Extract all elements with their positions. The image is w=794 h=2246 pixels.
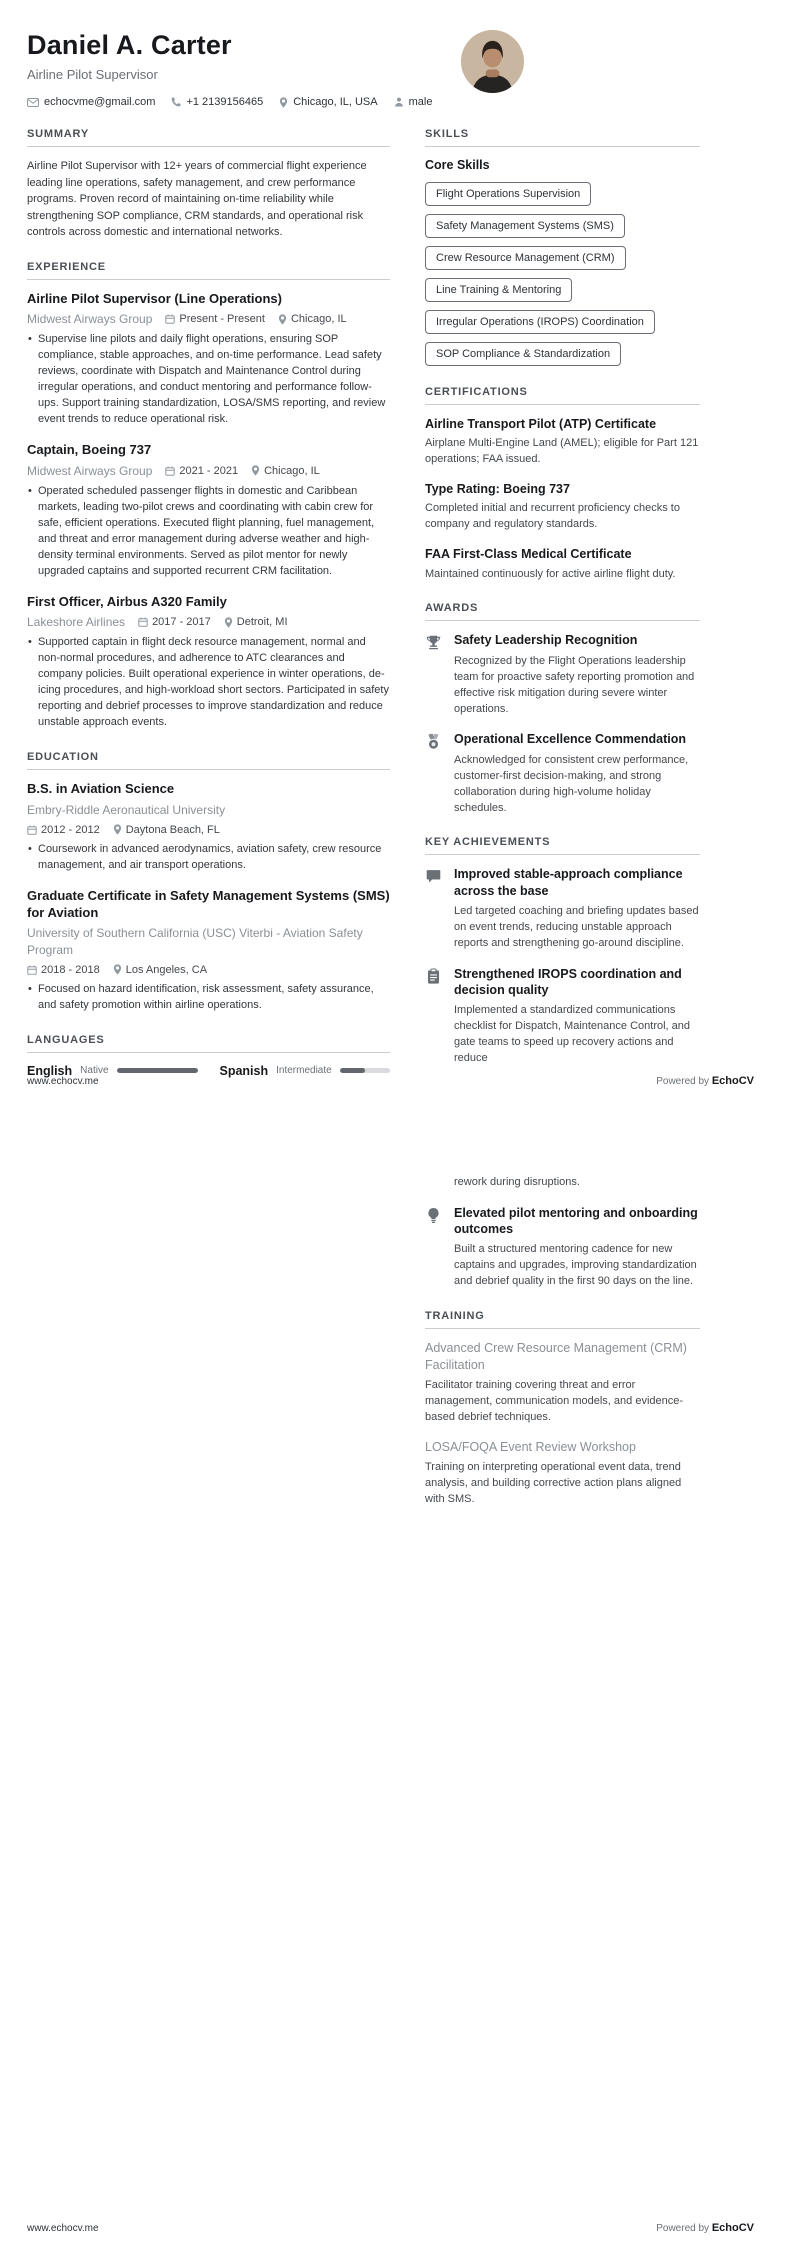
experience-location-text: Chicago, IL <box>264 464 320 477</box>
language-level: Intermediate <box>276 1065 332 1077</box>
footer-powered-text: Powered by <box>656 2223 712 2234</box>
education-location-text: Los Angeles, CA <box>125 963 208 976</box>
achievement-title: Elevated pilot mentoring and onboarding outcomes <box>454 1205 698 1237</box>
training-title: LOSA/FOQA Event Review Workshop <box>425 1439 636 1454</box>
phone-icon <box>171 97 181 107</box>
person-name: Daniel A. Carter <box>27 30 232 60</box>
languages-heading: LANGUAGES <box>27 1034 390 1053</box>
trophy-icon <box>425 632 442 717</box>
education-item <box>27 781 390 874</box>
certification-desc: Maintained continuously for active airline flight duty. <box>425 567 676 580</box>
education-dates-text: 2018 - 2018 <box>41 963 100 976</box>
achievement-desc: Built a structured mentoring cadence for new captains and upgrades, improving standardization and debrief quality in the first 90 days on the line. <box>454 1243 697 1288</box>
experience-bullet: • Supervise line pilots and daily flight operations, ensuring SOP compliance, stable approaches, and on-time performance. Lead safety reviews, coordinate with Dispatch and Maintenance Control during irregular operations, and conduct mentoring and performance follow-ups. Support training standardization, LOSA/SMS reporting, and review event trends to reduce operational risk. <box>27 332 390 428</box>
contact-location-text: Chicago, IL, USA <box>293 96 378 108</box>
contact-location <box>279 96 377 108</box>
certification-item <box>425 416 700 468</box>
education-dates-text: 2012 - 2012 <box>41 823 100 836</box>
experience-dates <box>138 616 211 628</box>
calendar-icon <box>27 965 37 975</box>
experience-company: Midwest Airways Group <box>27 312 153 327</box>
summary-heading: SUMMARY <box>27 128 390 147</box>
certification-item <box>425 481 700 533</box>
training-heading: TRAINING <box>425 1310 700 1329</box>
education-school: University of Southern California (USC) Viterbi - Aviation Safety Program <box>27 926 363 958</box>
achievement-item <box>425 866 700 951</box>
contact-phone-text: +1 2139156465 <box>186 96 264 108</box>
contact-gender-text: male <box>408 96 433 108</box>
awards-section <box>425 602 700 816</box>
experience-company: Midwest Airways Group <box>27 463 153 478</box>
resume-page-2 <box>0 1123 794 2246</box>
footer-powered <box>656 1075 754 1087</box>
achievement-body <box>454 966 700 1067</box>
skills-group-title: Core Skills <box>425 158 490 172</box>
content-columns <box>27 128 767 1098</box>
pin-icon <box>224 617 233 628</box>
speech-bubble-icon <box>425 866 442 951</box>
avatar <box>461 30 524 93</box>
experience-section <box>27 261 390 732</box>
award-item <box>425 731 700 816</box>
summary-section <box>27 128 390 241</box>
contact-row <box>27 96 767 108</box>
training-desc: Training on interpreting operational event data, trend analysis, and building corrective action plans aligned with SMS. <box>425 1460 682 1505</box>
footer-brand-link[interactable]: EchoCV <box>711 1075 754 1087</box>
experience-location <box>278 313 347 325</box>
languages-section <box>27 1034 390 1078</box>
education-item <box>27 888 390 1014</box>
certification-title: Airline Transport Pilot (ATP) Certificate <box>425 417 657 431</box>
key-achievements-section-continued <box>425 1205 700 1290</box>
header <box>27 30 767 108</box>
education-location <box>113 824 220 836</box>
calendar-icon <box>138 617 148 627</box>
certifications-heading: CERTIFICATIONS <box>425 386 700 405</box>
pin-icon <box>278 314 287 325</box>
training-desc: Facilitator training covering threat and error management, communication models, and evidence-based debrief techniques. <box>425 1379 684 1423</box>
certification-title: Type Rating: Boeing 737 <box>425 482 570 497</box>
contact-email[interactable] <box>27 96 155 108</box>
award-body <box>454 731 700 816</box>
pin-icon <box>251 465 260 476</box>
certification-desc: Completed initial and recurrent proficiency checks to company and regulatory standards. <box>425 502 680 531</box>
skill-tag: SOP Compliance & Standardization <box>425 342 621 366</box>
certification-title: FAA First-Class Medical Certificate <box>425 547 632 562</box>
education-dates <box>27 824 100 836</box>
award-body <box>454 632 700 717</box>
experience-item <box>27 594 390 732</box>
education-meta <box>27 964 390 976</box>
person-icon <box>394 97 404 107</box>
lamp-icon <box>425 1205 442 1290</box>
experience-bullet: • Supported captain in flight deck resource management, normal and non-normal procedures, and adherence to ATC clearances and company policies. Built operational experience in winter operations, de-icing procedures, and high-workload short sectors. Participated in safety reporting and debrief processes to improve standardization and reduce unstable approach events. <box>27 635 390 731</box>
award-title: Operational Excellence Commendation <box>454 732 687 747</box>
award-title: Safety Leadership Recognition <box>454 633 638 648</box>
footer-powered-text: Powered by <box>656 1076 712 1087</box>
left-column <box>27 1175 390 1528</box>
experience-dates-text: 2017 - 2017 <box>152 616 211 629</box>
footer-site-link[interactable]: www.echocv.me <box>27 2223 99 2234</box>
experience-company: Lakeshore Airlines <box>27 615 126 630</box>
award-desc: Acknowledged for consistent crew performance, customer-first decision-making, and strong collaboration during high-volume holiday schedules. <box>454 753 689 814</box>
key-achievements-heading: KEY ACHIEVEMENTS <box>425 836 700 855</box>
experience-location <box>251 465 320 477</box>
education-school: Embry-Riddle Aeronautical University <box>27 802 226 817</box>
achievement-body <box>454 866 700 951</box>
contact-email-text: echocvme@gmail.com <box>44 96 156 108</box>
pin-icon <box>113 964 122 975</box>
education-location <box>113 964 207 976</box>
person-job-title: Airline Pilot Supervisor <box>27 67 158 82</box>
right-column <box>425 128 700 1098</box>
experience-item <box>27 442 390 580</box>
education-degree: Graduate Certificate in Safety Management Systems (SMS) for Aviation <box>27 887 390 920</box>
experience-role: Airline Pilot Supervisor (Line Operations) <box>27 290 282 306</box>
training-title: Advanced Crew Resource Management (CRM) Facilitation <box>425 1341 687 1373</box>
award-item <box>425 632 700 717</box>
key-achievements-section <box>425 836 700 1067</box>
skill-tag: Irregular Operations (IROPS) Coordination <box>425 310 655 334</box>
education-degree: B.S. in Aviation Science <box>27 781 175 797</box>
experience-location <box>224 616 288 628</box>
language-bar <box>117 1068 198 1073</box>
education-bullet: • Focused on hazard identification, risk assessment, safety assurance, and safety promotion within airline operations. <box>27 982 390 1014</box>
language-name: English <box>27 1063 73 1078</box>
email-icon <box>27 98 39 107</box>
experience-item <box>27 291 390 429</box>
education-heading: EDUCATION <box>27 751 390 770</box>
contact-gender <box>394 96 433 108</box>
experience-meta <box>27 615 390 629</box>
medal-icon <box>425 731 442 816</box>
experience-role: Captain, Boeing 737 <box>27 442 152 458</box>
education-dates <box>27 964 100 976</box>
experience-meta <box>27 464 390 478</box>
certification-item <box>425 546 700 582</box>
language-bar-fill <box>340 1068 365 1073</box>
contact-phone[interactable] <box>171 96 263 108</box>
skill-tag: Flight Operations Supervision <box>425 182 591 206</box>
calendar-icon <box>165 314 175 324</box>
awards-heading: AWARDS <box>425 602 700 621</box>
training-item <box>425 1340 700 1426</box>
experience-role: First Officer, Airbus A320 Family <box>27 593 227 609</box>
language-name: Spanish <box>219 1063 269 1078</box>
clipboard-icon <box>425 966 442 1067</box>
achievement-item <box>425 1205 700 1290</box>
achievement-desc-continued: rework during disruptions. <box>454 1176 580 1188</box>
achievement-title: Strengthened IROPS coordination and decision quality <box>454 966 682 997</box>
page-footer <box>27 2222 754 2234</box>
footer-powered <box>656 2222 754 2234</box>
language-bar <box>340 1068 390 1073</box>
content-columns <box>27 1175 767 1528</box>
achievement-desc: Led targeted coaching and briefing updates based on event trends, reducing unstable approach reports and strengthening go-around discipline. <box>454 904 699 949</box>
skills-tags <box>425 182 700 366</box>
education-meta <box>27 824 390 836</box>
experience-location-text: Chicago, IL <box>290 313 347 326</box>
skills-section <box>425 128 700 366</box>
training-item <box>425 1439 700 1508</box>
education-bullet: • Coursework in advanced aerodynamics, aviation safety, crew resource management, and air transport operations. <box>27 842 390 874</box>
experience-meta <box>27 312 390 326</box>
language-bar-fill <box>117 1068 198 1073</box>
summary-text: Airline Pilot Supervisor with 12+ years of commercial flight experience leading line operations, safety management, and crew performance programs. Proven record of maintaining on-time reliability while strengthening SOP compliance, CRM standards, and operational risk controls across domestic and international networks. <box>27 160 367 238</box>
language-level: Native <box>80 1065 109 1077</box>
experience-dates <box>165 465 238 477</box>
calendar-icon <box>165 466 175 476</box>
experience-location-text: Detroit, MI <box>236 616 288 629</box>
left-column <box>27 128 390 1098</box>
achievement-desc: Implemented a standardized communications checklist for Dispatch, Maintenance Control, and gate teams to speed up recovery actions and reduce <box>454 1004 691 1065</box>
award-desc: Recognized by the Flight Operations leadership team for proactive safety reporting promotion and effective risk mitigation during severe winter operations. <box>454 654 695 715</box>
footer-site-link[interactable]: www.echocv.me <box>27 1076 99 1087</box>
experience-dates-text: Present - Present <box>179 313 265 326</box>
education-section <box>27 751 390 1014</box>
experience-bullet: • Operated scheduled passenger flights in domestic and Caribbean markets, leading two-pilot crews and coordinating with cabin crew for safe, efficient operations. Executed flight planning, fuel management, and threat and error management during adverse weather and high-density terminal environments. Served as pilot mentor for newly upgraded captains and supported recurrent CRM facilitation. <box>27 484 390 580</box>
skill-tag: Safety Management Systems (SMS) <box>425 214 625 238</box>
avatar-illustration <box>461 30 524 93</box>
achievement-item <box>425 966 700 1067</box>
skills-heading: SKILLS <box>425 128 700 147</box>
footer-brand-link[interactable]: EchoCV <box>711 2222 754 2234</box>
experience-dates <box>165 313 265 325</box>
training-section <box>425 1310 700 1507</box>
certifications-section <box>425 386 700 582</box>
skill-tag: Crew Resource Management (CRM) <box>425 246 626 270</box>
pin-icon <box>113 824 122 835</box>
calendar-icon <box>27 825 37 835</box>
experience-heading: EXPERIENCE <box>27 261 390 280</box>
achievement-body <box>454 1205 700 1290</box>
experience-dates-text: 2021 - 2021 <box>179 464 239 477</box>
certification-desc: Airplane Multi-Engine Land (AMEL); eligible for Part 121 operations; FAA issued. <box>425 437 699 466</box>
achievement-title: Improved stable-approach compliance across the base <box>454 867 683 898</box>
page-footer <box>27 1075 754 1087</box>
right-column <box>425 1175 700 1528</box>
education-location-text: Daytona Beach, FL <box>125 823 220 836</box>
pin-icon <box>279 97 288 108</box>
skill-tag: Line Training & Mentoring <box>425 278 572 302</box>
